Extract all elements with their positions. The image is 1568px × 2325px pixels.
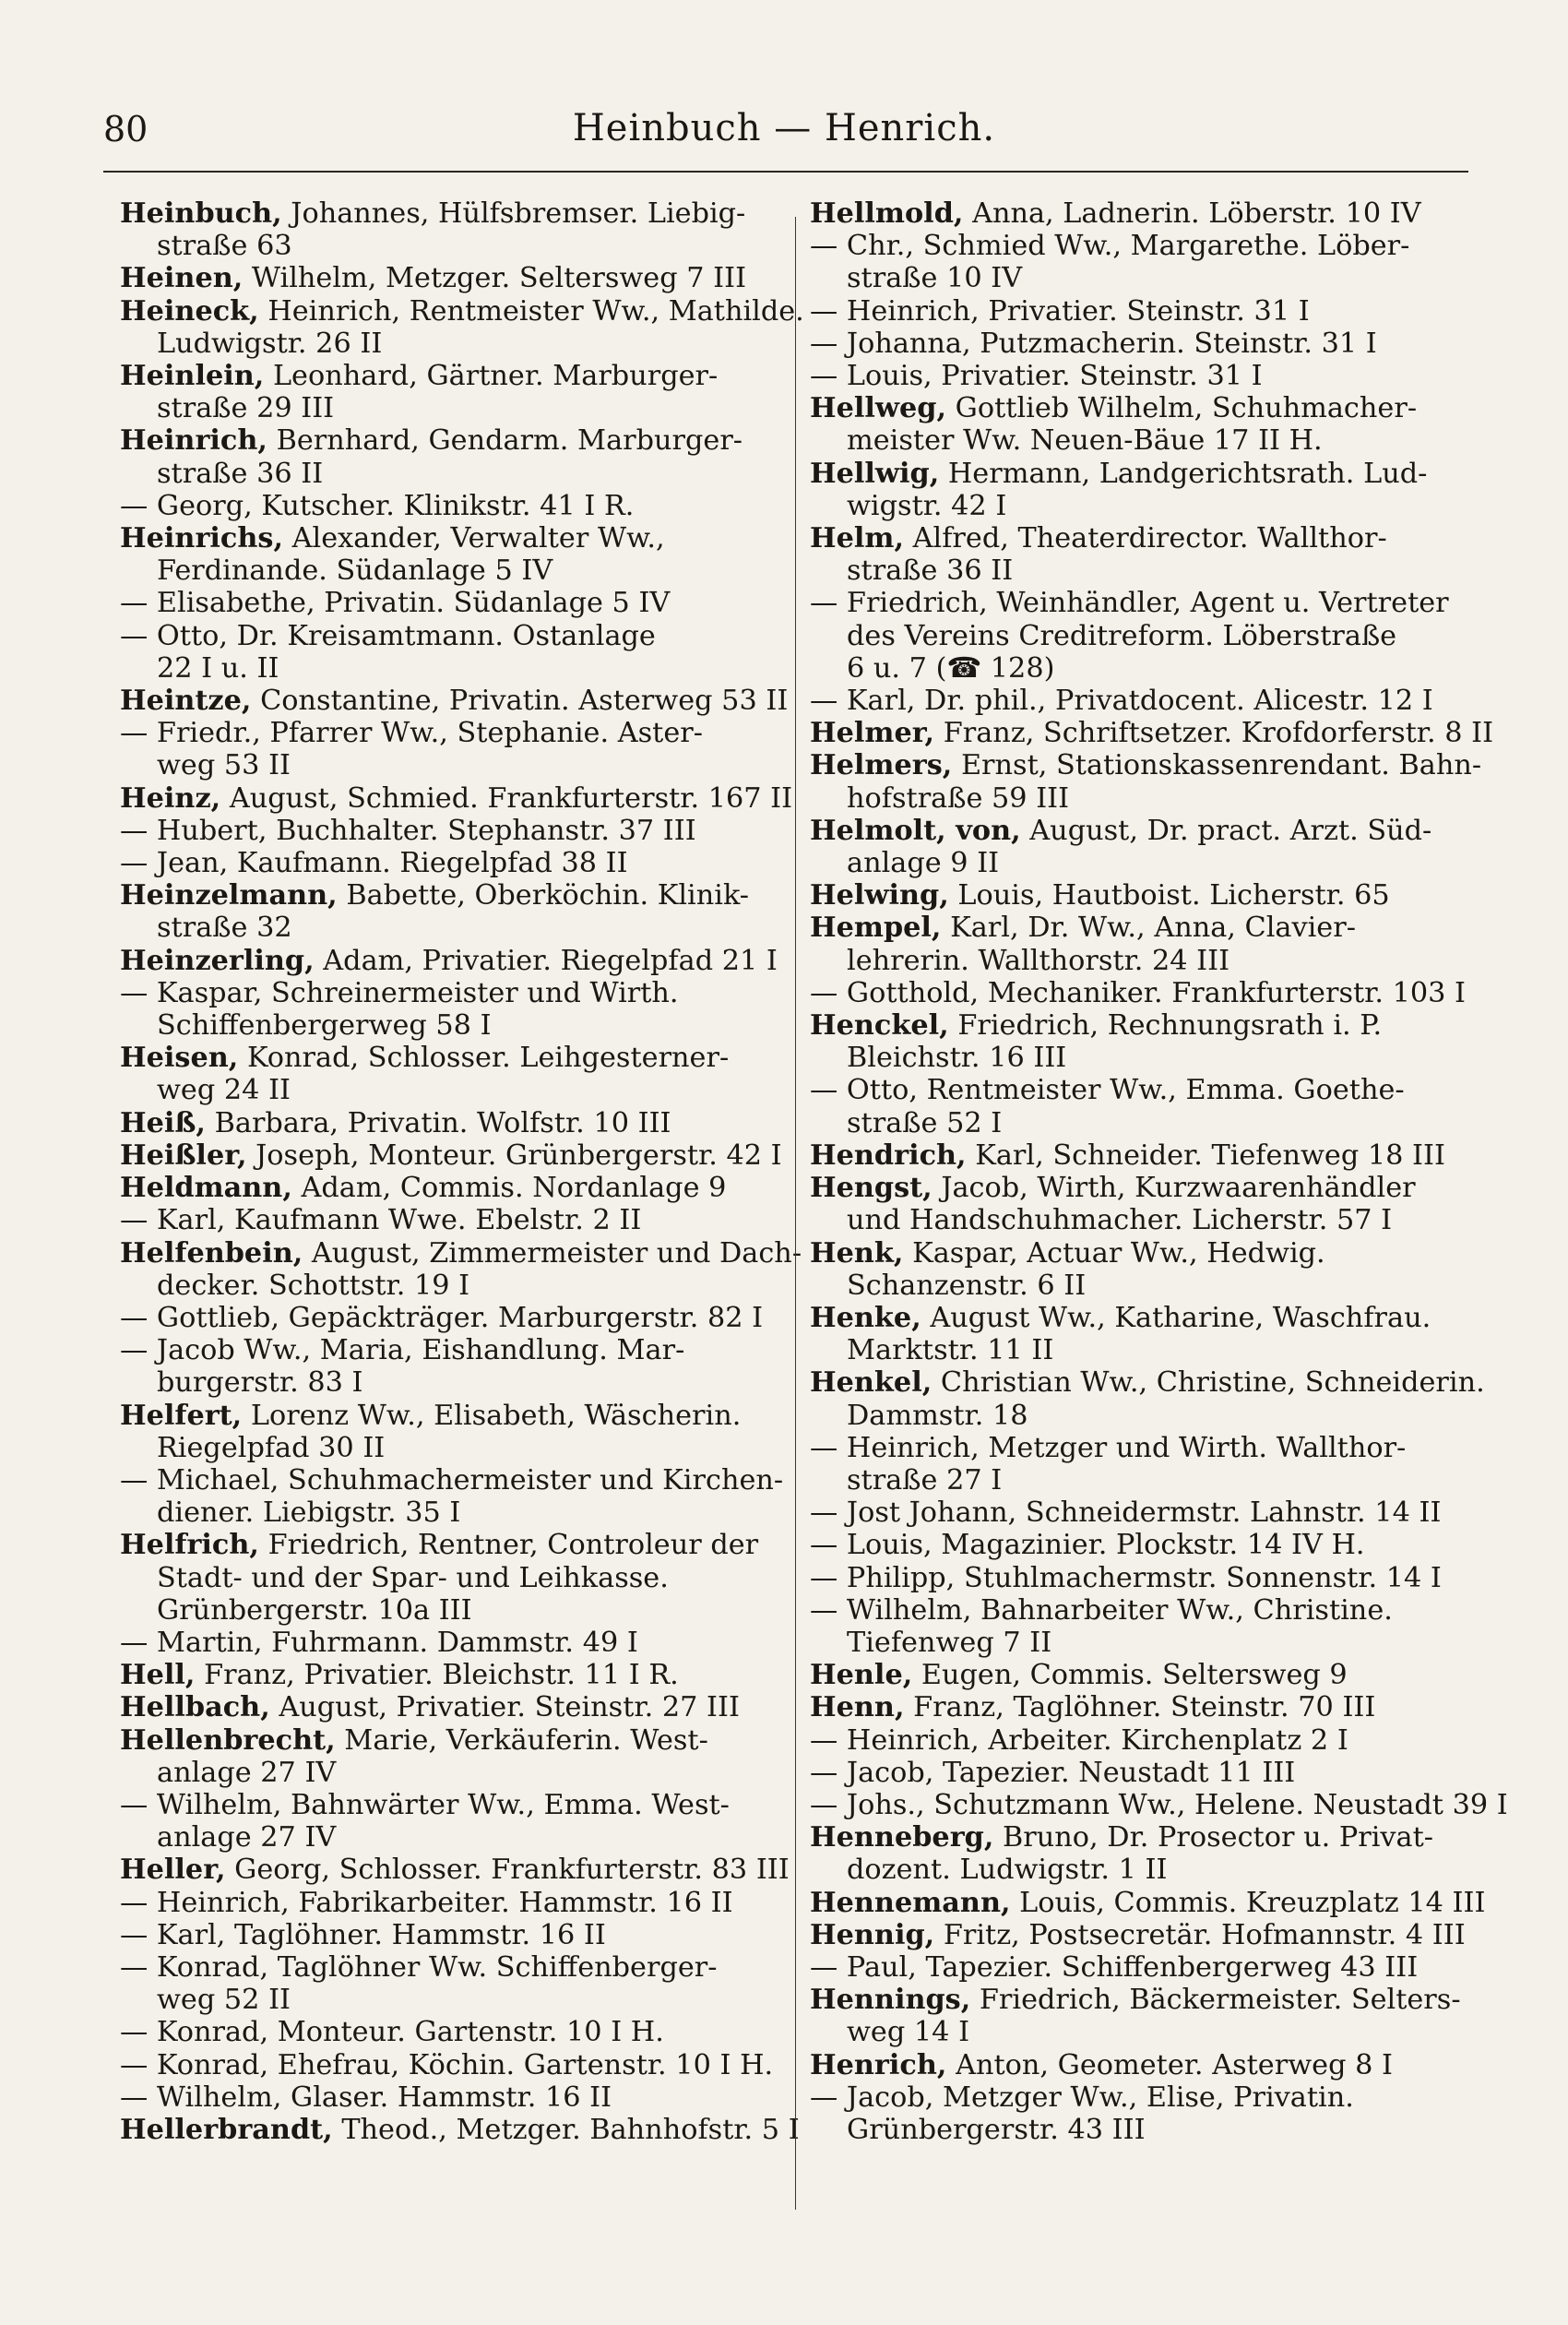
entry-surname: Heisen,: [120, 1042, 239, 1075]
entry-surname: Helm,: [810, 522, 905, 555]
entry-text: Barbara, Privatin. Wolfstr. 10 III: [205, 1106, 671, 1139]
entry-surname: Heinz,: [120, 781, 221, 815]
entry-surname: Helwing,: [810, 879, 949, 912]
entry-text: — Konrad, Monteur. Gartenstr. 10 I H.: [120, 2016, 664, 2049]
entry-text: Tiefenweg 7 II: [847, 1626, 1052, 1659]
directory-entry-line: [120, 717, 766, 749]
entry-surname: Hellerbrandt,: [120, 2113, 333, 2146]
entry-text: Kaspar, Actuar Ww., Hedwig.: [903, 1236, 1325, 1270]
entry-text: Adam, Privatier. Riegelpfad 21 I: [314, 944, 778, 977]
directory-entry-line: [810, 197, 1455, 230]
directory-entry-line: [120, 2016, 766, 2048]
directory-entry-line: [810, 392, 1455, 424]
directory-entry-line: [810, 782, 1455, 815]
directory-entry-line: [810, 1464, 1455, 1496]
directory-entry-line: [120, 522, 766, 554]
directory-entry-line: [810, 1562, 1455, 1594]
directory-entry-line: [120, 1334, 766, 1366]
entry-text: diener. Liebigstr. 35 I: [157, 1496, 461, 1530]
directory-entry-line: [120, 1463, 784, 1496]
directory-entry-line: [810, 685, 1455, 717]
right-column: [810, 197, 1508, 2146]
directory-entry-line: [810, 1366, 1485, 1400]
entry-surname: Helfrich,: [120, 1529, 259, 1562]
entry-text: — Michael, Schuhmachermeister und Kirchen-: [120, 1463, 784, 1496]
entry-text: — Philipp, Stuhlmachermstr. Sonnenstr. 14 I: [810, 1561, 1442, 1594]
entry-text: Anton, Geometer. Asterweg 8 I: [946, 2048, 1393, 2081]
entry-surname: Hell,: [120, 1659, 196, 1692]
directory-entry-line: [810, 1432, 1455, 1464]
entry-text: Jacob, Wirth, Kurzwaarenhändler: [932, 1172, 1416, 1205]
entry-text: Heinrich, Rentmeister Ww., Mathilde.: [258, 294, 804, 328]
entry-surname: Henckel,: [810, 1009, 949, 1043]
entry-text: weg 24 II: [157, 1074, 291, 1107]
directory-entry-line: [120, 197, 766, 230]
directory-entry-line: [810, 2049, 1455, 2081]
directory-entry-line: [810, 815, 1455, 847]
entry-text: — Wilhelm, Bahnarbeiter Ww., Christine.: [810, 1593, 1393, 1627]
directory-entry-line: [810, 490, 1455, 522]
entry-text: Bruno, Dr. Prosector u. Privat-: [993, 1821, 1434, 1854]
entry-text: Grünbergerstr. 10a III: [157, 1593, 472, 1627]
entry-text: anlage 27 IV: [157, 1756, 337, 1789]
directory-entry-line: [120, 2048, 774, 2081]
entry-text: Bleichstr. 16 III: [847, 1042, 1067, 1075]
directory-entry-line: [810, 424, 1455, 457]
directory-entry-line: [810, 522, 1455, 554]
directory-entry-line: [810, 1107, 1455, 1139]
directory-entry-line: [120, 392, 766, 424]
entry-text: — Friedrich, Weinhändler, Agent u. Vertreter: [810, 587, 1449, 620]
entry-surname: Hellbach,: [120, 1691, 270, 1724]
directory-entry-line: [120, 424, 766, 457]
entry-text: — Paul, Tapezier. Schiffenbergerweg 43 III: [810, 1950, 1419, 1984]
directory-entry-line: [810, 912, 1455, 944]
directory-entry-line: [810, 945, 1455, 977]
directory-entry-line: [120, 781, 793, 815]
entry-text: Constantine, Privatin. Asterweg 53 II: [251, 685, 789, 718]
entry-text: Leonhard, Gärtner. Marburger-: [264, 360, 719, 393]
entry-text: — Karl, Taglöhner. Hammstr. 16 II: [120, 1918, 606, 1951]
entry-text: — Louis, Privatier. Steinstr. 31 I: [810, 360, 1263, 393]
entry-text: — Gotthold, Mechaniker. Frankfurterstr. 103 I: [810, 976, 1467, 1009]
entry-surname: Heinrich,: [120, 424, 267, 458]
entry-text: Franz, Privatier. Bleichstr. 11 I R.: [195, 1659, 679, 1692]
entry-text: Louis, Hautboist. Licherstr. 65: [948, 879, 1390, 912]
entry-text: lehrerin. Wallthorstr. 24 III: [847, 944, 1230, 977]
entry-text: Dammstr. 18: [847, 1399, 1028, 1432]
directory-entry-line: [810, 458, 1455, 490]
entry-surname: Henn,: [810, 1691, 905, 1724]
directory-entry-line: [120, 1496, 766, 1529]
entry-text: August Ww., Katharine, Waschfrau.: [921, 1301, 1431, 1334]
directory-entry-line: [810, 1984, 1461, 2017]
directory-entry-line: [810, 717, 1494, 750]
entry-surname: Hennemann,: [810, 1886, 1011, 1919]
directory-entry-line: [810, 879, 1455, 912]
directory-entry-line: [120, 652, 766, 685]
directory-entry-line: [120, 879, 766, 912]
entry-surname: Hellweg,: [810, 392, 947, 425]
directory-entry-line: [120, 944, 778, 977]
entry-text: Adam, Commis. Nordanlage 9: [291, 1172, 727, 1205]
entry-text: Konrad, Schlosser. Leihgesterner-: [238, 1042, 730, 1075]
entry-text: — Wilhelm, Glaser. Hammstr. 16 II: [120, 2081, 612, 2114]
entry-surname: Heintze,: [120, 685, 252, 718]
entry-text: — Elisabethe, Privatin. Südanlage 5 IV: [120, 587, 671, 620]
entry-surname: Hempel,: [810, 912, 942, 945]
entry-surname: Henkel,: [810, 1366, 932, 1400]
entry-text: — Jean, Kaufmann. Riegelpfad 38 II: [120, 847, 628, 880]
directory-entry-line: [120, 1724, 766, 1757]
entry-text: straße 29 III: [157, 392, 335, 425]
directory-entry-line: [120, 1821, 766, 1854]
directory-entry-line: [120, 1594, 766, 1627]
entry-text: — Martin, Fuhrmann. Dammstr. 49 I: [120, 1626, 638, 1659]
directory-entry-line: [120, 458, 766, 490]
entry-text: Theod., Metzger. Bahnhofstr. 5 I: [332, 2113, 800, 2146]
entry-text: — Konrad, Taglöhner Ww. Schiffenberger-: [120, 1950, 718, 1984]
directory-entry-line: [810, 1334, 1455, 1366]
entry-surname: Henke,: [810, 1301, 921, 1334]
entry-text: Anna, Ladnerin. Löberstr. 10 IV: [963, 197, 1421, 230]
entry-surname: Helmers,: [810, 749, 953, 782]
entry-surname: Henle,: [810, 1659, 913, 1692]
entry-text: weg 53 II: [157, 749, 291, 782]
entry-text: — Wilhelm, Bahnwärter Ww., Emma. West-: [120, 1788, 730, 1821]
entry-surname: Henk,: [810, 1236, 904, 1270]
entry-text: — Johs., Schutzmann Ww., Helene. Neustadt 39 I: [810, 1788, 1508, 1821]
directory-entry-line: [810, 1400, 1455, 1432]
directory-entry-line: [810, 976, 1467, 1009]
directory-entry-line: [810, 1204, 1455, 1236]
entry-text: August, Privatier. Steinstr. 27 III: [269, 1691, 740, 1724]
entry-surname: Hellmold,: [810, 197, 964, 230]
entry-text: Ludwigstr. 26 II: [157, 327, 383, 360]
directory-entry-line: [120, 554, 766, 587]
directory-entry-line: [810, 1009, 1455, 1042]
entry-text: — Karl, Dr. phil., Privatdocent. Alicestr. 12 I: [810, 685, 1433, 718]
directory-entry-line: [810, 1139, 1455, 1172]
directory-entry-line: [120, 490, 766, 522]
directory-entry-line: [120, 1691, 766, 1723]
entry-text: August, Schmied. Frankfurterstr. 167 II: [220, 781, 793, 815]
entry-text: — Heinrich, Metzger und Wirth. Wallthor-: [810, 1431, 1407, 1464]
directory-entry-line: [810, 1529, 1455, 1561]
directory-entry-line: [120, 1366, 766, 1399]
directory-entry-line: [120, 1789, 766, 1821]
entry-text: dozent. Ludwigstr. 1 II: [847, 1854, 1168, 1887]
entry-surname: Heldmann,: [120, 1172, 292, 1205]
directory-entry-line: [120, 847, 766, 879]
directory-entry-line: [810, 1659, 1455, 1691]
directory-entry-line: [120, 1074, 766, 1106]
entry-text: — Gottlieb, Gepäckträger. Marburgerstr. 82 I: [120, 1301, 764, 1334]
directory-entry-line: [810, 749, 1482, 782]
entry-text: — Jacob, Tapezier. Neustadt 11 III: [810, 1756, 1296, 1789]
entry-text: — Georg, Kutscher. Klinikstr. 41 I R.: [120, 489, 635, 522]
entry-text: straße 36 II: [847, 554, 1014, 588]
entry-text: — Jacob, Metzger Ww., Elise, Privatin.: [810, 2081, 1354, 2114]
entry-text: Christian Ww., Christine, Schneiderin.: [932, 1366, 1485, 1400]
directory-entry-line: [120, 912, 766, 944]
running-head: Heinbuch — Henrich.: [572, 107, 996, 149]
entry-surname: Henneberg,: [810, 1821, 994, 1854]
entry-text: Wilhelm, Metzger. Seltersweg 7 III: [243, 262, 747, 295]
directory-entry-line: [810, 1042, 1455, 1074]
directory-entry-line: [120, 620, 766, 652]
entry-text: Johannes, Hülfsbremser. Liebig-: [281, 197, 746, 230]
entry-text: Franz, Taglöhner. Steinstr. 70 III: [904, 1691, 1376, 1724]
entry-text: — Konrad, Ehefrau, Köchin. Gartenstr. 10 I H.: [120, 2048, 774, 2081]
directory-entry-line: [120, 230, 766, 262]
directory-entry-line: [810, 1496, 1455, 1529]
directory-entry-line: [810, 1172, 1455, 1204]
entry-text: — Friedr., Pfarrer Ww., Stephanie. Aster-: [120, 717, 704, 750]
directory-entry-line: [810, 230, 1455, 262]
page-number: 80: [103, 109, 148, 149]
entry-surname: Henrich,: [810, 2048, 947, 2081]
entry-text: — Johanna, Putzmacherin. Steinstr. 31 I: [810, 327, 1377, 360]
directory-entry-line: [810, 587, 1455, 619]
entry-surname: Heinbuch,: [120, 197, 282, 230]
entry-surname: Heinrichs,: [120, 522, 283, 555]
entry-text: — Karl, Kaufmann Wwe. Ebelstr. 2 II: [120, 1204, 642, 1237]
column-divider: [795, 217, 796, 2210]
directory-entry-line: [810, 1951, 1455, 1984]
entry-text: Marie, Verkäuferin. West-: [335, 1723, 708, 1757]
entry-text: 6 u. 7 (☎ 128): [847, 651, 1055, 685]
entry-text: — Jacob Ww., Maria, Eishandlung. Mar-: [120, 1334, 685, 1367]
entry-surname: Hellenbrecht,: [120, 1723, 336, 1757]
directory-entry-line: [120, 2081, 766, 2114]
entry-text: straße 36 II: [157, 457, 324, 490]
entry-surname: Helfert,: [120, 1399, 243, 1432]
directory-entry-line: [120, 1009, 766, 1042]
directory-entry-line: [810, 2114, 1455, 2146]
directory-entry-line: [810, 847, 1455, 879]
directory-entry-line: [120, 977, 766, 1009]
directory-entry-line: [810, 1854, 1455, 1886]
entry-text: Riegelpfad 30 II: [157, 1431, 386, 1464]
directory-entry-line: [120, 262, 766, 294]
entry-text: Friedrich, Rechnungsrath i. P.: [948, 1009, 1383, 1043]
directory-entry-line: [120, 1919, 766, 1951]
entry-text: straße 10 IV: [847, 262, 1023, 295]
header-rule: [103, 171, 1468, 173]
entry-surname: Hennig,: [810, 1918, 935, 1951]
directory-entry-line: [810, 328, 1455, 360]
directory-entry-line: [120, 1107, 766, 1139]
directory-entry-line: [120, 1529, 766, 1561]
directory-entry-line: [810, 1757, 1455, 1789]
entry-text: anlage 9 II: [847, 847, 1000, 880]
entry-text: burgerstr. 83 I: [157, 1366, 363, 1400]
entry-text: Karl, Dr. Ww., Anna, Clavier-: [941, 912, 1356, 945]
directory-entry-line: [120, 1172, 766, 1204]
entry-text: Joseph, Monteur. Grünbergerstr. 42 I: [246, 1139, 782, 1172]
entry-text: Ernst, Stationskassenrendant. Bahn-: [952, 749, 1482, 782]
directory-entry-line: [120, 1042, 766, 1074]
entry-text: Marktstr. 11 II: [847, 1334, 1054, 1367]
entry-text: straße 63: [157, 230, 292, 263]
directory-entry-line: [120, 294, 804, 328]
directory-entry-line: [120, 1302, 766, 1334]
entry-surname: Heinzerling,: [120, 944, 315, 977]
directory-entry-line: [810, 2081, 1455, 2114]
directory-entry-line: [120, 1984, 766, 2016]
entry-surname: Heißler,: [120, 1139, 247, 1172]
entry-text: — Hubert, Buchhalter. Stephanstr. 37 III: [120, 814, 696, 847]
entry-text: Bernhard, Gendarm. Marburger-: [267, 424, 743, 458]
entry-text: straße 27 I: [847, 1463, 1003, 1496]
entry-text: Schanzenstr. 6 II: [847, 1269, 1087, 1302]
directory-entry-line: [810, 554, 1455, 587]
entry-text: Schiffenbergerweg 58 I: [157, 1009, 492, 1043]
entry-surname: Helfenbein,: [120, 1236, 303, 1270]
directory-entry-line: [810, 1594, 1455, 1627]
entry-text: decker. Schottstr. 19 I: [157, 1269, 470, 1302]
entry-text: — Otto, Rentmeister Ww., Emma. Goethe-: [810, 1074, 1405, 1107]
entry-surname: Hengst,: [810, 1172, 932, 1205]
entry-surname: Hennings,: [810, 1984, 971, 2017]
directory-entry-line: [120, 1887, 766, 1919]
entry-text: straße 32: [157, 912, 292, 945]
entry-text: meister Ww. Neuen-Bäue 17 II H.: [847, 424, 1323, 458]
entry-text: Alfred, Theaterdirector. Wallthor-: [904, 522, 1387, 555]
directory-entry-line: [810, 1074, 1455, 1106]
directory-entry-line: [120, 1139, 782, 1172]
left-column: [120, 197, 804, 2146]
directory-entry-line: [120, 1627, 766, 1659]
directory-entry-line: [120, 815, 766, 847]
entry-text: August, Zimmermeister und Dach-: [303, 1236, 802, 1270]
entry-text: — Heinrich, Privatier. Steinstr. 31 I: [810, 294, 1310, 328]
entry-text: des Vereins Creditreform. Löberstraße: [847, 619, 1397, 652]
entry-surname: Helmolt, von,: [810, 814, 1021, 847]
entry-text: — Heinrich, Arbeiter. Kirchenplatz 2 I: [810, 1723, 1348, 1757]
directory-entry-line: [120, 360, 766, 392]
entry-text: — Louis, Magazinier. Plockstr. 14 IV H.: [810, 1529, 1365, 1562]
directory-entry-line: [120, 1659, 766, 1691]
entry-text: — Otto, Dr. Kreisamtmann. Ostanlage: [120, 619, 656, 652]
entry-surname: Hendrich,: [810, 1139, 967, 1172]
entry-text: Louis, Commis. Kreuzplatz 14 III: [1010, 1886, 1486, 1919]
directory-entry-line: [120, 1562, 766, 1594]
directory-entry-line: [120, 1757, 766, 1789]
entry-text: hofstraße 59 III: [847, 781, 1070, 815]
entry-surname: Helmer,: [810, 717, 935, 750]
entry-text: Ferdinande. Südanlage 5 IV: [157, 554, 553, 588]
directory-entry-line: [120, 1432, 766, 1464]
entry-surname: Heinzelmann,: [120, 879, 338, 912]
entry-text: Hermann, Landgerichtsrath. Lud-: [939, 457, 1428, 490]
entry-text: — Kaspar, Schreinermeister und Wirth.: [120, 976, 679, 1009]
entry-text: weg 52 II: [157, 1984, 291, 2017]
entry-surname: Hellwig,: [810, 457, 940, 490]
directory-entry-line: [120, 749, 766, 781]
directory-entry-line: [810, 295, 1455, 328]
directory-entry-line: [120, 328, 766, 360]
entry-text: Lorenz Ww., Elisabeth, Wäscherin.: [242, 1399, 742, 1432]
entry-text: straße 52 I: [847, 1106, 1003, 1139]
entry-surname: Heiß,: [120, 1106, 206, 1139]
entry-text: wigstr. 42 I: [847, 489, 1007, 522]
entry-surname: Heineck,: [120, 294, 259, 328]
directory-entry-line: [810, 1821, 1455, 1854]
entry-text: anlage 27 IV: [157, 1821, 337, 1854]
directory-entry-line: [120, 1270, 766, 1302]
entry-text: Babette, Oberköchin. Klinik-: [337, 879, 750, 912]
directory-entry-line: [810, 1724, 1455, 1757]
entry-surname: Heinen,: [120, 262, 244, 295]
directory-entry-line: [810, 262, 1455, 294]
directory-entry-line: [810, 360, 1455, 392]
directory-entry-line: [120, 2113, 800, 2146]
entry-surname: Heinlein,: [120, 360, 265, 393]
directory-entry-line: [810, 1237, 1455, 1270]
entry-text: Franz, Schriftsetzer. Krofdorferstr. 8 II: [934, 717, 1494, 750]
entry-text: Friedrich, Rentner, Controleur der: [258, 1529, 759, 1562]
directory-entry-line: [810, 2016, 1455, 2048]
directory-entry-line: [810, 1691, 1455, 1723]
directory-entry-line: [120, 587, 766, 619]
entry-text: 22 I u. II: [157, 651, 279, 685]
entry-text: — Heinrich, Fabrikarbeiter. Hammstr. 16 II: [120, 1886, 733, 1919]
directory-entry-line: [810, 1886, 1486, 1919]
directory-entry-line: [120, 685, 789, 718]
directory-entry-line: [120, 1400, 766, 1432]
directory-entry-line: [120, 1951, 766, 1984]
directory-entry-line: [810, 1270, 1455, 1302]
directory-entry-line: [120, 1236, 802, 1270]
directory-entry-line: [810, 1627, 1455, 1659]
entry-text: Georg, Schlosser. Frankfurterstr. 83 III: [225, 1854, 790, 1887]
entry-text: Karl, Schneider. Tiefenweg 18 III: [966, 1139, 1445, 1172]
directory-entry-line: [810, 652, 1455, 685]
entry-text: Grünbergerstr. 43 III: [847, 2113, 1146, 2146]
directory-entry-line: [810, 1302, 1455, 1334]
entry-text: — Jost Johann, Schneidermstr. Lahnstr. 14 II: [810, 1496, 1442, 1530]
directory-entry-line: [810, 1788, 1508, 1821]
entry-text: Gottlieb Wilhelm, Schuhmacher-: [946, 392, 1418, 425]
entry-surname: Heller,: [120, 1854, 226, 1887]
entry-text: August, Dr. pract. Arzt. Süd-: [1020, 814, 1432, 847]
directory-entry-line: [810, 620, 1455, 652]
entry-text: Friedrich, Bäckermeister. Selters-: [970, 1984, 1461, 2017]
entry-text: und Handschuhmacher. Licherstr. 57 I: [847, 1204, 1393, 1237]
entry-text: weg 14 I: [847, 2016, 970, 2049]
entry-text: Eugen, Commis. Seltersweg 9: [912, 1659, 1348, 1692]
entry-text: — Chr., Schmied Ww., Margarethe. Löber-: [810, 230, 1410, 263]
directory-entry-line: [120, 1854, 790, 1887]
entry-text: Stadt- und der Spar- und Leihkasse.: [157, 1561, 669, 1594]
entry-text: Fritz, Postsecretär. Hofmannstr. 4 III: [934, 1918, 1466, 1951]
entry-text: Alexander, Verwalter Ww.,: [283, 522, 665, 555]
directory-entry-line: [120, 1204, 766, 1236]
directory-entry-line: [810, 1918, 1466, 1951]
